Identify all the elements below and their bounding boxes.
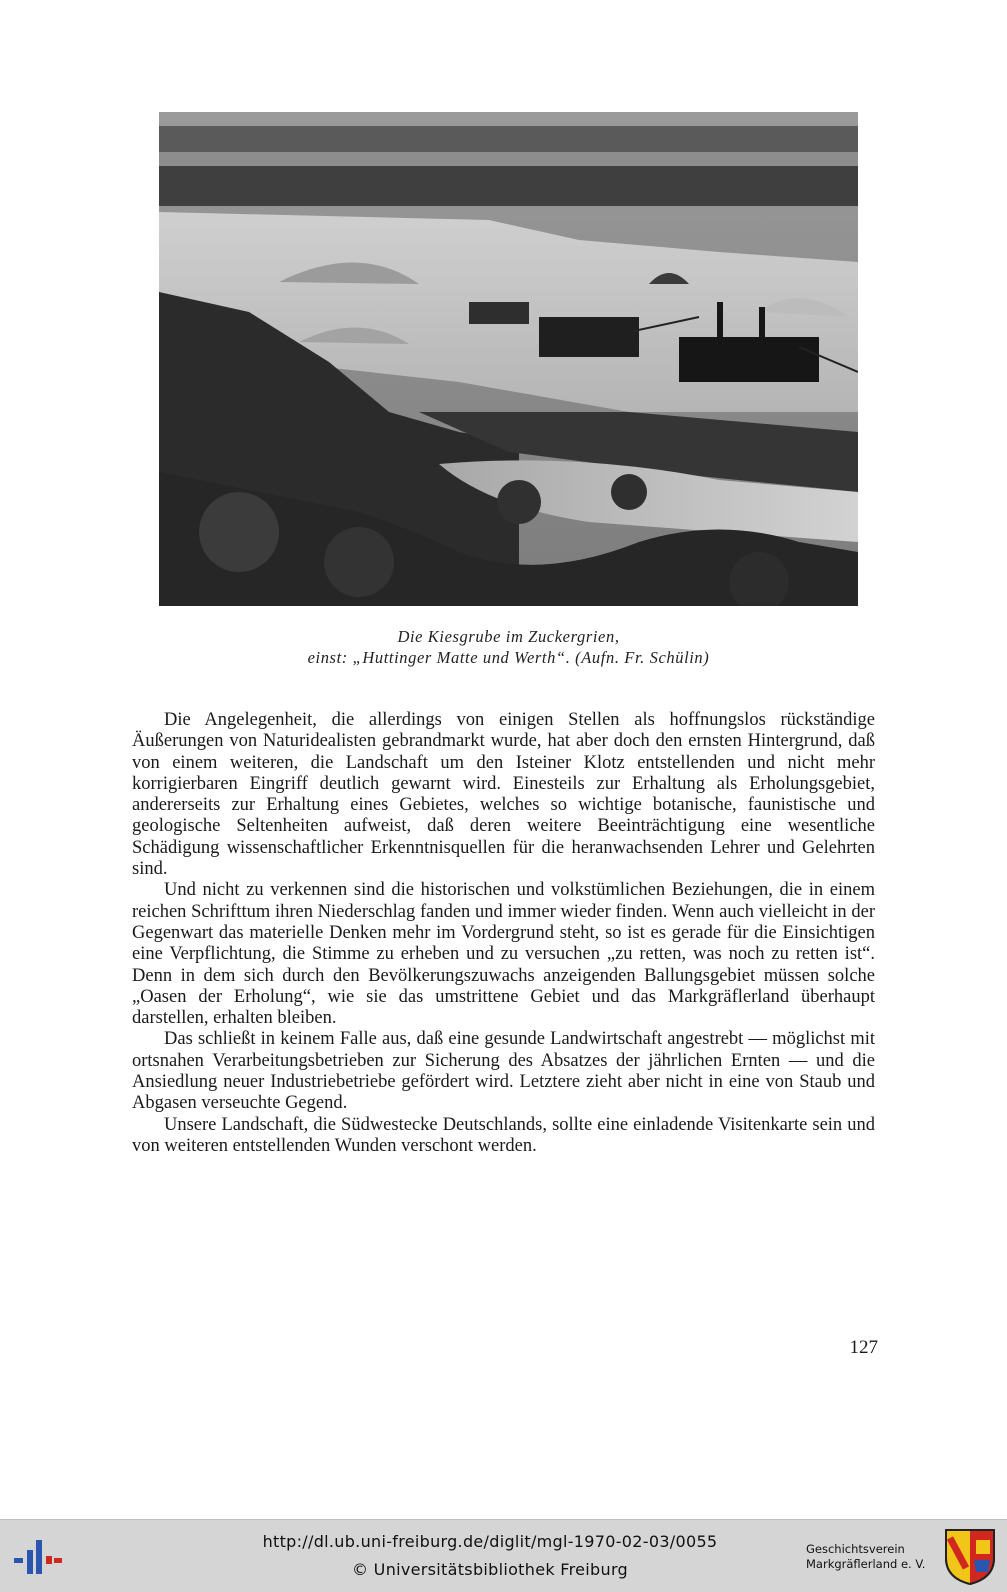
caption-line-1: Die Kiesgrube im Zuckergrien, [397,627,620,646]
body-text [132,710,875,1157]
society-line-2: Markgräflerland e. V. [806,1557,926,1571]
caption-line-2: einst: „Huttinger Matte und Werth“. (Aufn. Fr. Schülin) [307,648,710,667]
photo-image [159,112,858,606]
footer-bar [0,1519,1007,1592]
permalink-url[interactable]: http://dl.ub.uni-freiburg.de/diglit/mgl-1970-02-03/0055 [262,1532,718,1551]
paragraph-2: Und nicht zu verkennen sind die historischen und volkstümlichen Beziehungen, die in einem reichen Schrifttum ihren Niederschlag fanden und immer wieder finden. Wenn auch vielleicht in der Gegenwart das materielle Denken mehr im Vordergrund steht, so ist es gerade für die Einsichtigen eine Verpflichtung, die Stimme zu erheben und zu versuchen „zu retten, was noch zu retten ist“. Denn in dem sich durch den Bevölkerungszuwachs anzeigenden Ballungsgebiet müssen solche „Oasen der Erholung“, wie sie das umstrittene Gebiet und das Markgräflerland überhaupt darstellen, erhalten bleiben. [132,880,875,1029]
page-number: 127 [849,1337,878,1358]
photo-caption [159,626,858,668]
paragraph-4: Unsere Landschaft, die Südwestecke Deutschlands, sollte eine einladende Visitenkarte sein und von weiteren entstellenden Wunden verschont werden. [132,1114,875,1156]
gravel-pit-photograph [159,112,858,606]
society-name [806,1542,936,1572]
paragraph-3: Das schließt in keinem Falle aus, daß eine gesunde Landwirtschaft angestrebt — möglichst mit ortsnahen Verarbeitungsbetrieben zur Sicherung des Absatzes der jährlichen Ernten — und die Ansiedlung neuer Industriebetriebe gefördert wird. Letztere zieht aber nicht in eine von Staub und Abgasen verseuchte Gegend. [132,1029,875,1114]
copyright-notice: © Universitätsbibliothek Freiburg [352,1560,628,1579]
society-crest-icon [944,1528,996,1586]
university-library-logo-icon[interactable] [14,1540,62,1574]
society-line-1: Geschichtsverein [806,1542,905,1556]
paragraph-1: Die Angelegenheit, die allerdings von einigen Stellen als hoffnungslos rückständige Äußerungen von Naturidealisten gebrandmarkt wurde, hat aber doch den ernsten Hintergrund, daß von einem weiteren, die Landschaft um den Isteiner Klotz entstellenden und nicht mehr korrigierbaren Eingriff deutlich gewarnt wird. Einesteils zur Erhaltung als Erholungsgebiet, andererseits zur Erhaltung eines Gebietes, welches so wichtige botanische, faunistische und geologische Seltenheiten aufweist, daß deren weitere Beeinträchtigung eine wesentliche Schädigung wissenschaftlicher Erkenntnisquellen für die heranwachsenden Lehrer und Gelehrten sind. [132,710,875,880]
